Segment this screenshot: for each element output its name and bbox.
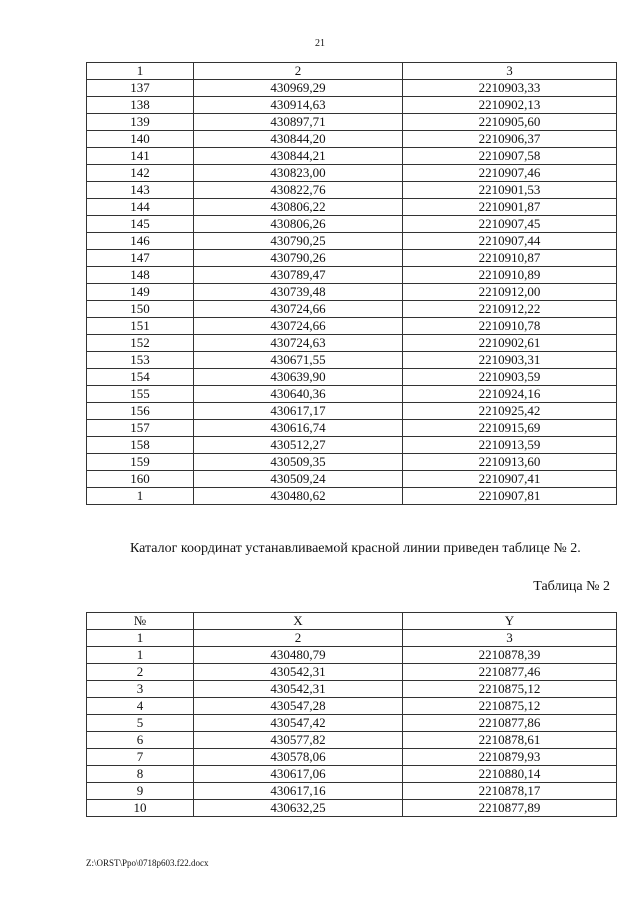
table-row [87,97,617,114]
table-row [87,216,617,233]
x-coordinate-cell: 430639,90 [194,369,403,386]
subheader-cell: 1 [87,630,194,647]
point-number-cell: 143 [87,182,194,199]
header-cell-y: Y [403,613,617,630]
point-number-cell: 5 [87,715,194,732]
y-coordinate-cell: 2210906,37 [403,131,617,148]
table-row [87,165,617,182]
table-row [87,715,617,732]
table-row [87,352,617,369]
y-coordinate-cell: 2210875,12 [403,681,617,698]
y-coordinate-cell: 2210910,87 [403,250,617,267]
file-path-footer: Z:\ORST\Ppo\0718p603.f22.docx [86,858,209,868]
x-coordinate-cell: 430547,28 [194,698,403,715]
y-coordinate-cell: 2210910,89 [403,267,617,284]
subheader-cell: 3 [403,630,617,647]
x-coordinate-cell: 430969,29 [194,80,403,97]
point-number-cell: 144 [87,199,194,216]
point-number-cell: 138 [87,97,194,114]
x-coordinate-cell: 430724,66 [194,318,403,335]
point-number-cell: 139 [87,114,194,131]
y-coordinate-cell: 2210907,45 [403,216,617,233]
x-coordinate-cell: 430790,26 [194,250,403,267]
table-row [87,698,617,715]
coordinates-table-continued [86,62,617,505]
table-row [87,80,617,97]
table-row [87,267,617,284]
y-coordinate-cell: 2210877,46 [403,664,617,681]
x-coordinate-cell: 430822,76 [194,182,403,199]
y-coordinate-cell: 2210910,78 [403,318,617,335]
x-coordinate-cell: 430542,31 [194,681,403,698]
x-coordinate-cell: 430790,25 [194,233,403,250]
x-coordinate-cell: 430480,62 [194,488,403,505]
x-coordinate-cell: 430724,63 [194,335,403,352]
header-cell: 1 [87,63,194,80]
y-coordinate-cell: 2210903,59 [403,369,617,386]
table-header-row [87,63,617,80]
table-row [87,301,617,318]
y-coordinate-cell: 2210925,42 [403,403,617,420]
point-number-cell: 9 [87,783,194,800]
point-number-cell: 141 [87,148,194,165]
table-row [87,131,617,148]
point-number-cell: 157 [87,420,194,437]
y-coordinate-cell: 2210901,87 [403,199,617,216]
table-subheader-row [87,630,617,647]
y-coordinate-cell: 2210875,12 [403,698,617,715]
x-coordinate-cell: 430844,21 [194,148,403,165]
y-coordinate-cell: 2210878,39 [403,647,617,664]
table-row [87,420,617,437]
y-coordinate-cell: 2210878,17 [403,783,617,800]
point-number-cell: 4 [87,698,194,715]
point-number-cell: 159 [87,454,194,471]
point-number-cell: 2 [87,664,194,681]
x-coordinate-cell: 430578,06 [194,749,403,766]
table-row [87,437,617,454]
point-number-cell: 153 [87,352,194,369]
y-coordinate-cell: 2210903,31 [403,352,617,369]
y-coordinate-cell: 2210912,00 [403,284,617,301]
x-coordinate-cell: 430547,42 [194,715,403,732]
table2-caption: Каталог координат устанавливаемой красной линии приведен таблице № 2. [130,541,581,556]
x-coordinate-cell: 430617,17 [194,403,403,420]
table-row [87,284,617,301]
table-row [87,681,617,698]
table-row [87,318,617,335]
x-coordinate-cell: 430616,74 [194,420,403,437]
table2-label: Таблица № 2 [533,579,610,594]
y-coordinate-cell: 2210877,89 [403,800,617,817]
table-row [87,114,617,131]
x-coordinate-cell: 430480,79 [194,647,403,664]
header-cell-number: № [87,613,194,630]
x-coordinate-cell: 430823,00 [194,165,403,182]
table-row [87,647,617,664]
y-coordinate-cell: 2210907,41 [403,471,617,488]
x-coordinate-cell: 430577,82 [194,732,403,749]
x-coordinate-cell: 430914,63 [194,97,403,114]
point-number-cell: 1 [87,647,194,664]
header-cell-x: X [194,613,403,630]
table-row [87,182,617,199]
table-row [87,250,617,267]
y-coordinate-cell: 2210915,69 [403,420,617,437]
x-coordinate-cell: 430512,27 [194,437,403,454]
table-row [87,199,617,216]
point-number-cell: 7 [87,749,194,766]
y-coordinate-cell: 2210913,60 [403,454,617,471]
y-coordinate-cell: 2210879,93 [403,749,617,766]
point-number-cell: 158 [87,437,194,454]
x-coordinate-cell: 430617,06 [194,766,403,783]
table-row [87,664,617,681]
point-number-cell: 137 [87,80,194,97]
x-coordinate-cell: 430632,25 [194,800,403,817]
point-number-cell: 154 [87,369,194,386]
y-coordinate-cell: 2210878,61 [403,732,617,749]
y-coordinate-cell: 2210901,53 [403,182,617,199]
point-number-cell: 156 [87,403,194,420]
point-number-cell: 147 [87,250,194,267]
point-number-cell: 149 [87,284,194,301]
point-number-cell: 152 [87,335,194,352]
point-number-cell: 140 [87,131,194,148]
x-coordinate-cell: 430806,22 [194,199,403,216]
point-number-cell: 148 [87,267,194,284]
x-coordinate-cell: 430789,47 [194,267,403,284]
table-header-row [87,613,617,630]
x-coordinate-cell: 430542,31 [194,664,403,681]
x-coordinate-cell: 430724,66 [194,301,403,318]
table-row [87,749,617,766]
point-number-cell: 8 [87,766,194,783]
table-row [87,783,617,800]
y-coordinate-cell: 2210902,61 [403,335,617,352]
point-number-cell: 150 [87,301,194,318]
table-row [87,369,617,386]
point-number-cell: 151 [87,318,194,335]
x-coordinate-cell: 430509,24 [194,471,403,488]
point-number-cell: 3 [87,681,194,698]
y-coordinate-cell: 2210880,14 [403,766,617,783]
table-row [87,335,617,352]
y-coordinate-cell: 2210912,22 [403,301,617,318]
table-row [87,732,617,749]
y-coordinate-cell: 2210907,81 [403,488,617,505]
point-number-cell: 145 [87,216,194,233]
x-coordinate-cell: 430806,26 [194,216,403,233]
subheader-cell: 2 [194,630,403,647]
x-coordinate-cell: 430739,48 [194,284,403,301]
x-coordinate-cell: 430671,55 [194,352,403,369]
x-coordinate-cell: 430844,20 [194,131,403,148]
x-coordinate-cell: 430640,36 [194,386,403,403]
table-row [87,800,617,817]
point-number-cell: 6 [87,732,194,749]
table-row [87,488,617,505]
y-coordinate-cell: 2210902,13 [403,97,617,114]
page-number: 21 [315,38,325,49]
point-number-cell: 160 [87,471,194,488]
y-coordinate-cell: 2210907,44 [403,233,617,250]
point-number-cell: 146 [87,233,194,250]
table-row [87,471,617,488]
table-row [87,386,617,403]
y-coordinate-cell: 2210905,60 [403,114,617,131]
table-row [87,403,617,420]
header-cell: 3 [403,63,617,80]
x-coordinate-cell: 430617,16 [194,783,403,800]
y-coordinate-cell: 2210877,86 [403,715,617,732]
table-row [87,148,617,165]
table-row [87,233,617,250]
table-row [87,766,617,783]
table-row [87,454,617,471]
point-number-cell: 142 [87,165,194,182]
y-coordinate-cell: 2210913,59 [403,437,617,454]
y-coordinate-cell: 2210907,46 [403,165,617,182]
x-coordinate-cell: 430897,71 [194,114,403,131]
point-number-cell: 155 [87,386,194,403]
y-coordinate-cell: 2210907,58 [403,148,617,165]
point-number-cell: 1 [87,488,194,505]
y-coordinate-cell: 2210903,33 [403,80,617,97]
y-coordinate-cell: 2210924,16 [403,386,617,403]
point-number-cell: 10 [87,800,194,817]
x-coordinate-cell: 430509,35 [194,454,403,471]
red-line-coordinates-table [86,612,617,817]
header-cell: 2 [194,63,403,80]
